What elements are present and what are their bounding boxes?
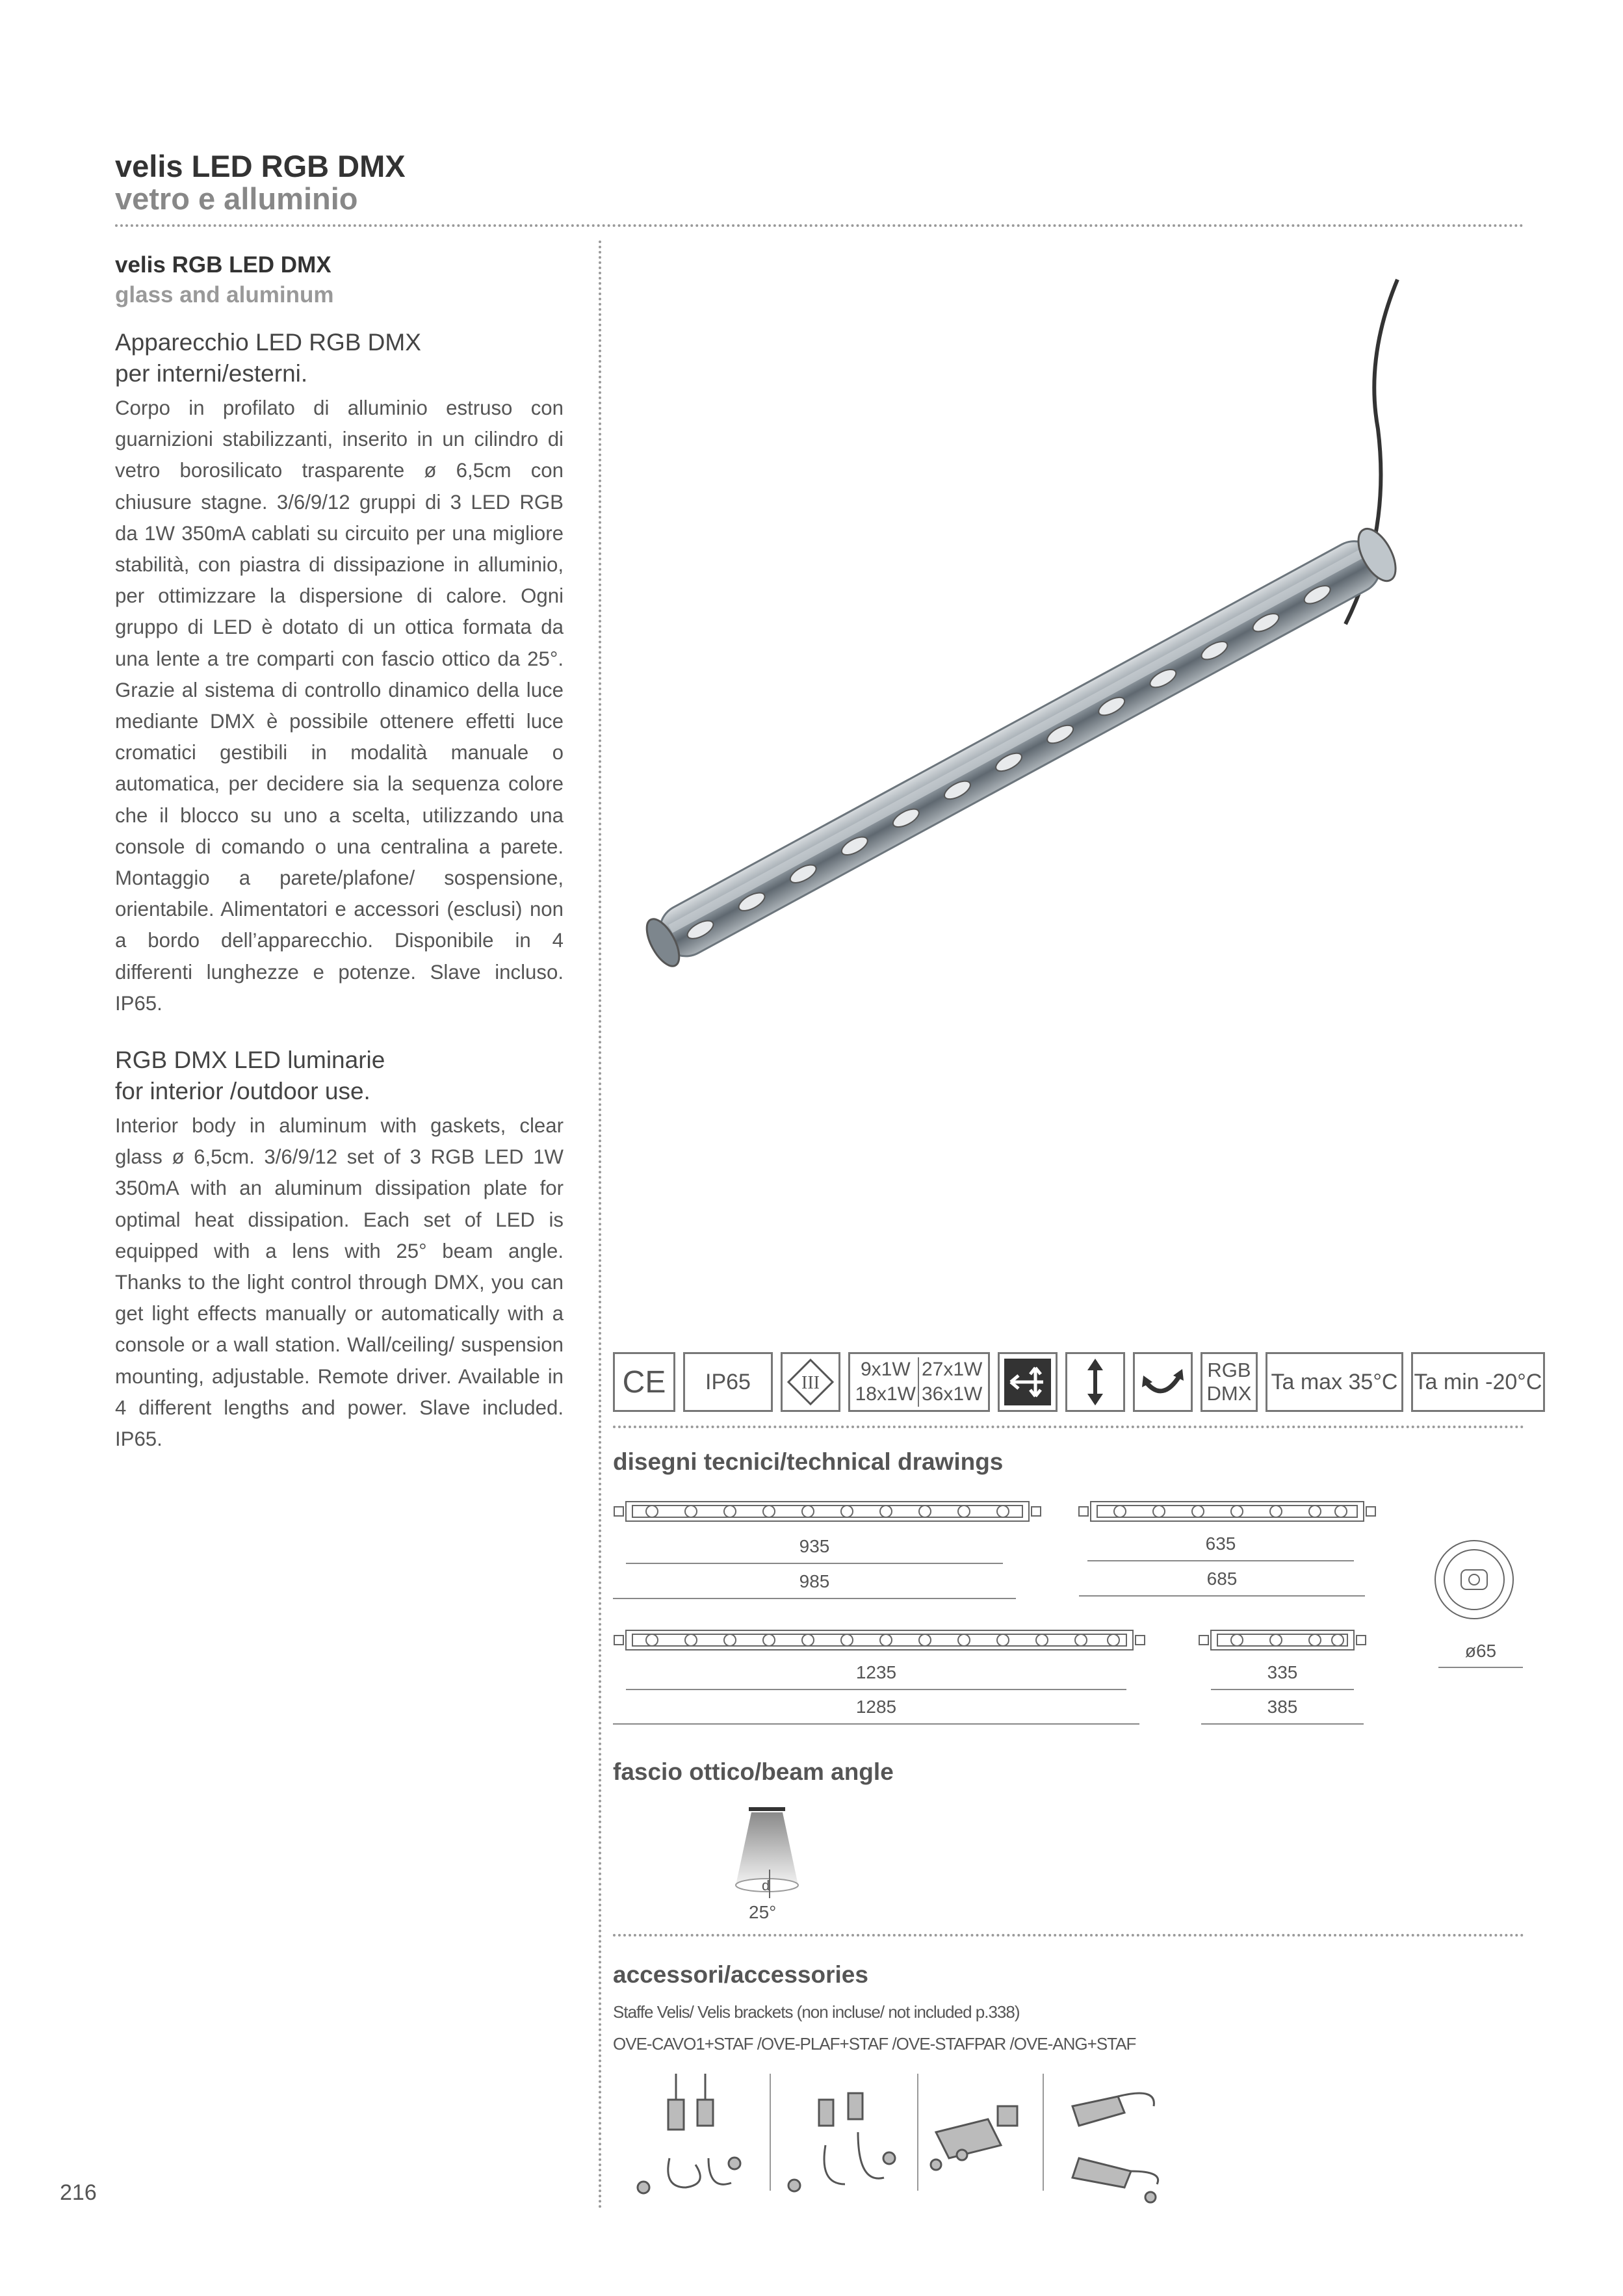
watt-value: 18x1W	[853, 1382, 919, 1407]
ta-min-badge: Ta min -20°C	[1411, 1352, 1545, 1412]
rgb-label: RGB	[1207, 1359, 1251, 1381]
beam-d-label: d	[762, 1877, 770, 1894]
italian-heading-line2: per interni/esterni.	[115, 360, 308, 387]
drawing-end-view	[1435, 1541, 1513, 1619]
drawing-1235	[614, 1630, 1145, 1650]
vertical-adjust-icon	[1065, 1352, 1125, 1412]
page-number: 216	[60, 2180, 97, 2205]
dimline	[1087, 1560, 1354, 1561]
dim-1285: 1285	[855, 1697, 897, 1717]
product-name-en: velis RGB LED DMX	[115, 252, 331, 278]
beam-angle-value: 25°	[749, 1902, 777, 1922]
column-divider	[599, 241, 601, 2210]
beam-angle-diagram	[728, 1807, 806, 1905]
dimline	[1438, 1667, 1523, 1668]
accessory-angle-bracket	[1072, 2093, 1158, 2202]
dmx-label: DMX	[1206, 1382, 1252, 1405]
accessories-heading: accessori/accessories	[613, 1961, 868, 1988]
italian-heading-line1: Apparecchio LED RGB DMX	[115, 329, 421, 356]
dim-985: 985	[799, 1571, 830, 1591]
dimline	[613, 1598, 1016, 1599]
italian-heading	[115, 327, 570, 389]
drawing-635	[1079, 1502, 1375, 1521]
ta-max-badge: Ta max 35°C	[1266, 1352, 1403, 1412]
class-iii-icon	[781, 1352, 840, 1412]
ce-mark-icon: CE	[613, 1352, 675, 1412]
dimline	[626, 1689, 1126, 1690]
dimline	[626, 1563, 1003, 1564]
rotation-icon	[1133, 1352, 1193, 1412]
class-iii-label: III	[801, 1373, 820, 1393]
page-title: velis LED RGB DMX	[115, 149, 406, 183]
dim-385: 385	[1267, 1697, 1298, 1717]
beam-divider	[613, 1934, 1524, 1937]
dim-935: 935	[799, 1536, 830, 1556]
english-description: Interior body in aluminum with gaskets, clear glass ø 6,5cm. 3/6/9/12 set of 3 RGB LED 1W 350mA with an aluminum dissipation plate for optimal heat dissipation. Each set of LED is equipped with a lens with 25° beam angle. Thanks to the light control through DMX, you can get light effects manually or automatically with a console or a wall station. Wall/ceiling/ suspension mounting, adjustable. Remote driver. Available in 4 different lengths and power. Slave included. IP65.	[115, 1114, 564, 1451]
dimline	[1079, 1595, 1365, 1597]
accessories-line2: OVE-CAVO1+STAF /OVE-PLAF+STAF /OVE-STAFPAR /OVE-ANG+STAF	[613, 2034, 1136, 2054]
product-photo	[611, 260, 1521, 1014]
dim-685: 685	[1206, 1569, 1238, 1589]
dim-diameter: ø65	[1464, 1641, 1497, 1661]
dim-335: 335	[1267, 1662, 1298, 1682]
drawing-335	[1199, 1630, 1366, 1650]
accessory-ceiling-bracket	[788, 2093, 895, 2191]
italian-description: Corpo in profilato di alluminio estruso con guarnizioni stabilizzanti, inserito in un cilindro di vetro borosilicato trasparente ø 6,5cm con chiusure stagne. 3/6/9/12 gruppi di 3 LED RGB da 1W 350mA cablati su circuito per una migliore stabilità, con piastra di dissipazione in alluminio, per ottimizzare la dispersione di calore. Ogni gruppo di LED è dotato di un ottica formata da una lente a tre comparti con fascio ottico da 25°. Grazie al sistema di controllo dinamico della luce mediante DMX è possibile ottenere effetti luce cromatici gestibili in modalità manuale o automatica, per decidere sia la sequenza colore che il blocco su uno a scelta, utilizzando una console di comando o una centralina a parete. Montaggio a parete/plafone/ sospensione, orientabile. Alimentatori e accessori (esclusi) non a bordo dell’apparecchio. Disponibile in 4 differenti lunghezze e potenze. Slave incluso. IP65.	[115, 397, 564, 1015]
english-heading-line2: for interior /outdoor use.	[115, 1078, 370, 1104]
accessory-wall-bracket	[931, 2106, 1017, 2170]
drawings-heading: disegni tecnici/technical drawings	[613, 1448, 1004, 1475]
dim-635: 635	[1205, 1533, 1236, 1554]
ip65-icon: IP65	[683, 1352, 773, 1412]
dimline	[1211, 1689, 1354, 1690]
product-material-en: glass and aluminum	[115, 282, 334, 307]
english-heading	[115, 1045, 570, 1107]
header-divider	[115, 224, 1524, 227]
page-subtitle: vetro e alluminio	[115, 181, 358, 216]
dim-1235: 1235	[855, 1662, 897, 1682]
dimline	[613, 1723, 1139, 1725]
drawing-935	[614, 1502, 1041, 1521]
watt-value: 27x1W	[922, 1359, 983, 1380]
watt-value: 36x1W	[922, 1383, 983, 1405]
english-heading-line1: RGB DMX LED luminarie	[115, 1047, 385, 1073]
accessory-cable-bracket	[638, 2074, 740, 2193]
wattage-table	[848, 1352, 990, 1412]
accessories-line1: Staffe Velis/ Velis brackets (non incluse/ not included p.338)	[613, 2002, 1020, 2022]
watt-value: 9x1W	[853, 1357, 919, 1382]
certification-icons	[613, 1352, 1545, 1412]
dimline	[1201, 1723, 1364, 1725]
icons-divider	[613, 1426, 1524, 1428]
rgb-dmx-icon	[1201, 1352, 1258, 1412]
adjustable-mount-icon	[998, 1352, 1058, 1412]
accessories-photos	[624, 2074, 1196, 2204]
beam-heading: fascio ottico/beam angle	[613, 1758, 894, 1785]
